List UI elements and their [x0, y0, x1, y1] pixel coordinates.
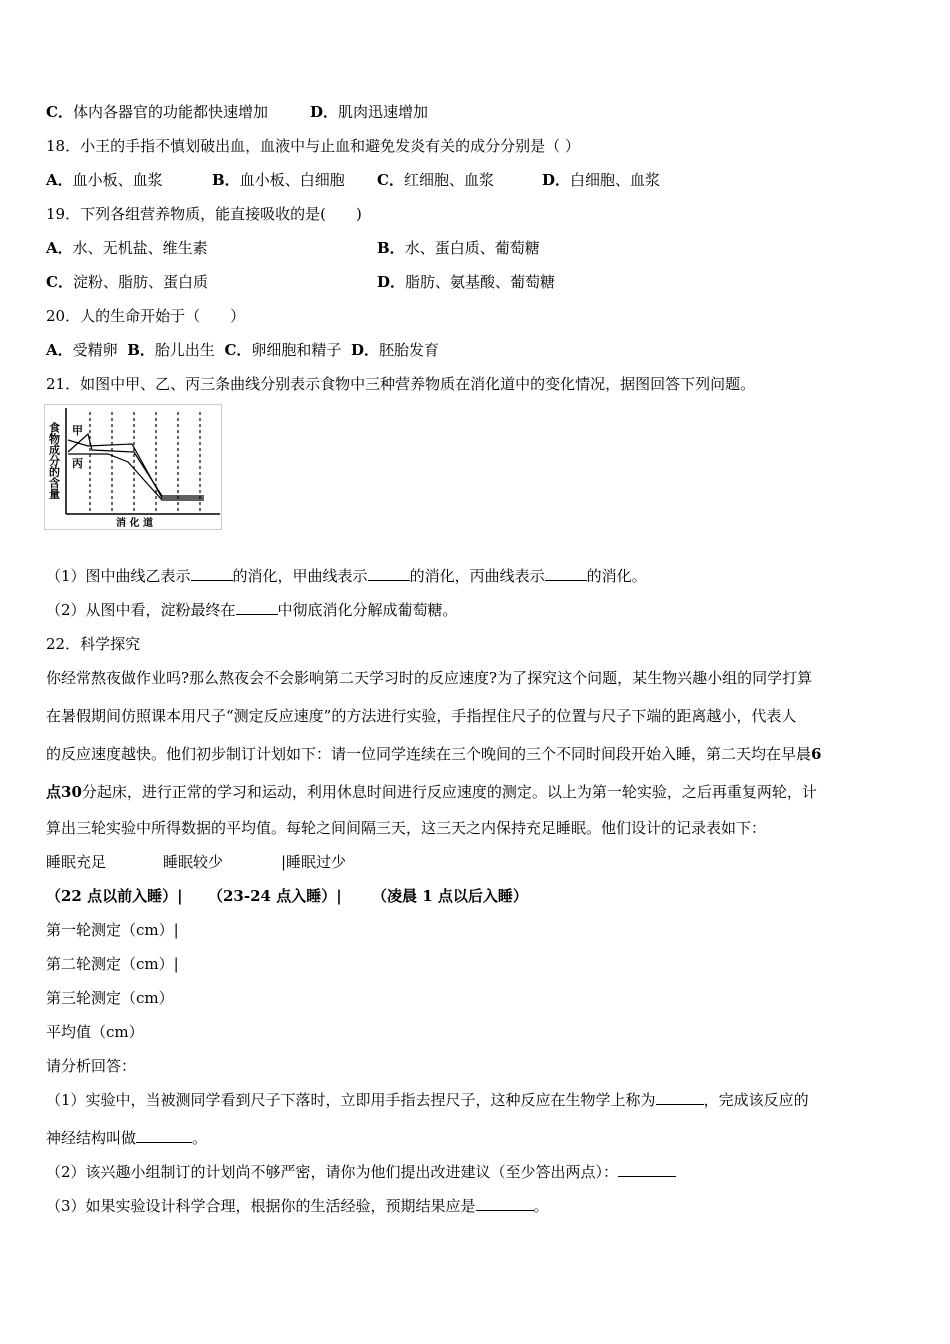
q20-stem: 20．人的生命开始于（ ）: [46, 307, 246, 325]
q21-stem: 21．如图中甲、乙、丙三条曲线分别表示食物中三种营养物质在消化道中的变化情况，据图回答下列问题。: [46, 375, 756, 393]
q22-para-1: 你经常熬夜做作业吗?那么熬夜会不会影响第二天学习时的反应速度?为了探究这个问题，某生物兴趣小组的同学打算: [46, 669, 813, 687]
table-time-1: （22 点以前入睡）|: [46, 887, 183, 905]
q21-sub2: （2）从图中看，淀粉最终在 中彻底消化分解成葡萄糖。: [46, 601, 458, 619]
table-row-3: 第三轮测定（cm）: [46, 989, 174, 1007]
q19-stem: 19．下列各组营养物质，能直接吸收的是( ): [46, 205, 362, 223]
q19-option-a: A．水、无机盐、维生素: [46, 239, 208, 257]
blank[interactable]: [618, 1162, 676, 1177]
q22-para-4: 点30分起床，进行正常的学习和运动，利用休息时间进行反应速度的测定。以上为第一轮实验，之后再重复两轮，计: [46, 783, 817, 801]
q22-para-3: 的反应速度越快。他们初步制订计划如下：请一位同学连续在三个晚间的三个不同时间段开始入睡，第二天均在早晨6: [46, 745, 822, 763]
table-row-1: 第一轮测定（cm）|: [46, 921, 179, 939]
blank[interactable]: [236, 600, 278, 615]
q22-ask: 请分析回答：: [46, 1057, 137, 1075]
blank[interactable]: [368, 566, 410, 581]
table-header-3: |睡眠过少: [281, 853, 347, 871]
blank[interactable]: [476, 1196, 534, 1211]
q19-option-c: C．淀粉、脂肪、蛋白质: [46, 273, 208, 291]
table-row-2: 第二轮测定（cm）|: [46, 955, 179, 973]
blank[interactable]: [191, 566, 233, 581]
label-bing: 丙: [72, 457, 83, 470]
q22-sub1-cont: 神经结构叫做 。: [46, 1129, 208, 1147]
q18-option-a: A．血小板、血浆: [46, 171, 163, 189]
q18-option-b: B．血小板、白细胞: [212, 171, 345, 189]
digestion-curve-figure: [44, 404, 222, 530]
q21-sub1: （1）图中曲线乙表示 的消化，甲曲线表示 的消化，丙曲线表示 的消化。: [46, 567, 647, 585]
table-header-1: 睡眠充足: [46, 853, 107, 871]
table-time-2: （23-24 点入睡）|: [208, 887, 342, 905]
q22-title: 22．科学探究: [46, 635, 141, 653]
q17-option-d: D．肌肉迅速增加: [310, 103, 429, 121]
figure-xlabel: 消 化 道: [116, 518, 153, 529]
q19-option-d: D．脂肪、氨基酸、葡萄糖: [377, 273, 556, 291]
q18-option-c: C．红细胞、血浆: [377, 171, 494, 189]
blank[interactable]: [656, 1090, 704, 1105]
blank[interactable]: [136, 1128, 192, 1143]
q19-option-b: B．水、蛋白质、葡萄糖: [377, 239, 540, 257]
q22-sub3: （3）如果实验设计科学合理，根据你的生活经验，预期结果应是 。: [46, 1197, 549, 1215]
q18-stem: 18．小王的手指不慎划破出血，血液中与止血和避免发炎有关的成分分别是（ ）: [46, 137, 580, 155]
table-header-2: 睡眠较少: [163, 853, 224, 871]
blank[interactable]: [545, 566, 587, 581]
q18-option-d: D．白细胞、血浆: [542, 171, 661, 189]
label-jia: 甲: [72, 424, 83, 437]
table-time-3: （凌晨 1 点以后入睡）: [372, 887, 528, 905]
table-row-4: 平均值（cm）: [46, 1023, 144, 1041]
q22-para-2: 在暑假期间仿照课本用尺子“测定反应速度”的方法进行实验，手指捏住尺子的位置与尺子下端的距离越小，代表人: [46, 707, 797, 725]
q22-para-5: 算出三轮实验中所得数据的平均值。每轮之间间隔三天，这三天之内保持充足睡眠。他们设计的记录表如下：: [46, 819, 767, 837]
q20-options: A．受精卵 B．胎儿出生 C．卵细胞和精子 D．胚胎发育: [46, 341, 439, 359]
q22-sub1: （1）实验中，当被测同学看到尺子下落时，立即用手指去捏尺子，这种反应在生物学上称为 ，完成该反应的: [46, 1091, 809, 1109]
figure-ylabel: 食物成分的含量: [47, 422, 61, 499]
q17-option-c: C．体内各器官的功能都快速增加: [46, 103, 268, 121]
q22-sub2: （2）该兴趣小组制订的计划尚不够严密，请你为他们提出改进建议（至少答出两点）：: [46, 1162, 676, 1182]
